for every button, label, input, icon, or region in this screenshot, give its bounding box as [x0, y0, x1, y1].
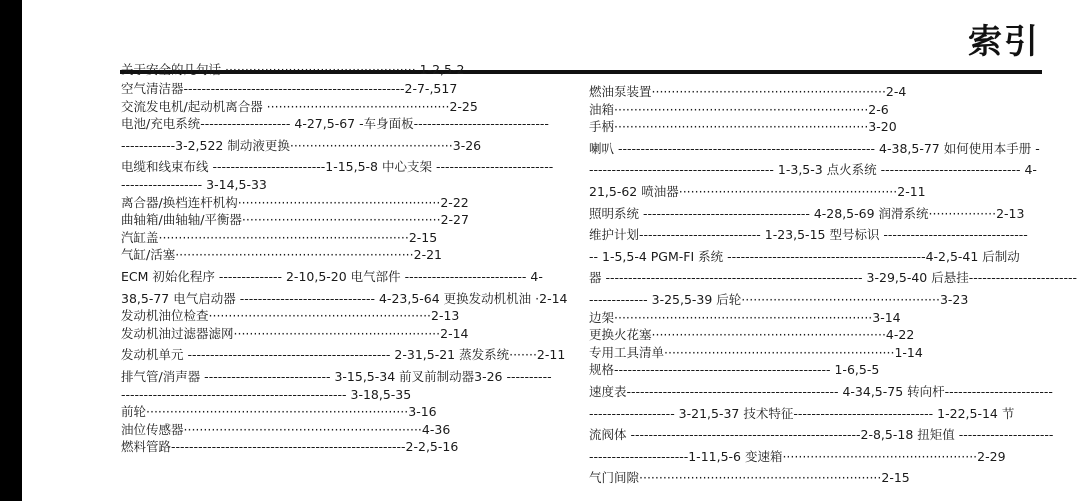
index-entry: 发动机油位检查························································2-13	[121, 308, 460, 324]
index-entry: 离合器/换档连杆机构···················································2-22	[121, 194, 469, 210]
index-entry: 速度表----------------------------------------------- 4-34,5-75 转向杆------------------------	[589, 383, 1053, 399]
index-entry: 曲轴箱/曲轴轴/平衡器··················································2-27	[121, 212, 469, 228]
scan-left-border	[0, 0, 22, 501]
index-entry: 燃料管路----------------------------------------------------2-2,5-16	[121, 439, 459, 455]
index-entry: 照明系统 ------------------------------------- 4-28,5-69 润滑系统·················2-13	[589, 205, 1025, 221]
index-entry: 电缆和线束布线 -------------------------1-15,5-8 中心支架 --------------------------	[121, 159, 554, 175]
index-entry: ----------------------------------------- 1-3,5-3 点火系统 ------------------------------- 4-	[589, 162, 1037, 178]
index-entry: 燃油泵装置···························································2-4	[589, 84, 907, 99]
index-entry: 专用工具清单··························································1-14	[589, 344, 923, 360]
index-entry: 21,5-62 喷油器·······················································2-11	[589, 183, 926, 199]
index-entry: 38,5-77 电气启动器 ------------------------------ 4-23,5-64 更换发动机机油 ·2-14	[121, 290, 568, 306]
index-entry: 油箱································································2-6	[589, 101, 889, 117]
index-entry: 喇叭 --------------------------------------------------------- 4-38,5-77 如何使用本手册 -	[589, 140, 1040, 156]
index-entry: 前轮··································································3-16	[121, 404, 437, 420]
index-entry: ------------- 3-25,5-39 后轮··················································3-23	[589, 291, 969, 307]
index-column-left	[121, 62, 568, 456]
index-entry: 汽缸盖·······························································2-15	[121, 229, 438, 245]
index-entry: ------------------ 3-14,5-33	[121, 176, 267, 192]
index-entry: 发动机油过滤器滤网····················································2-14	[121, 325, 469, 341]
index-entry: 交流发电机/起动机离合器 ··············································2-25	[121, 98, 478, 114]
index-entry: 关于安全的几句话 ················································ 1-2,5-2	[121, 62, 465, 77]
index-entry: 规格------------------------------------------------ 1-6,5-5	[589, 362, 880, 378]
index-entry: 气门间隙·····························································2-15	[589, 470, 910, 486]
index-entry: ----------------------1-11,5-6 变速箱·················································2-29	[589, 448, 1006, 464]
index-entry: 油位传感器····························································4-36	[121, 421, 451, 437]
index-entry: 电池/充电系统-------------------- 4-27,5-67 -车身面板------------------------------	[121, 116, 549, 132]
index-entry: 手柄································································3-20	[589, 119, 897, 135]
index-entry: -- 1-5,5-4 PGM-FI 系统 --------------------------------------------4-2,5-41 后制动	[589, 248, 1020, 264]
index-entry: 流阀体 ---------------------------------------------------2-8,5-18 扭矩值 ---------------------	[589, 427, 1054, 443]
index-entry: 边架·································································3-14	[589, 309, 901, 325]
index-entry: ------------------- 3-21,5-37 技术特征------------------------------- 1-22,5-14 节	[589, 405, 1015, 421]
index-entry: 空气清洁器-------------------------------------------------2-7-,517	[121, 81, 458, 96]
index-entry: -------------------------------------------------- 3-18,5-35	[121, 386, 412, 402]
page-title: 索引	[968, 22, 1040, 62]
index-entry: 气缸/活塞····························································2-21	[121, 247, 442, 263]
index-entry: 排气管/消声器 ---------------------------- 3-15,5-34 前叉前制动器3-26 ----------	[121, 368, 552, 384]
index-entry: ------------3-2,522 制动液更换·········································3-26	[121, 137, 482, 153]
index-entry: 维护计划--------------------------- 1-23,5-15 型号标识 --------------------------------	[589, 227, 1028, 243]
index-entry: 器 --------------------------------------------------------- 3-29,5-40 后悬挂------------------------	[589, 270, 1077, 286]
index-entry: 发动机单元 --------------------------------------------- 2-31,5-21 蒸发系统·······2-11	[121, 347, 566, 363]
index-entry: ECM 初始化程序 -------------- 2-10,5-20 电气部件 --------------------------- 4-	[121, 268, 543, 284]
index-entry: 更换火花塞···························································4-22	[589, 327, 915, 343]
index-column-right	[589, 83, 1077, 487]
